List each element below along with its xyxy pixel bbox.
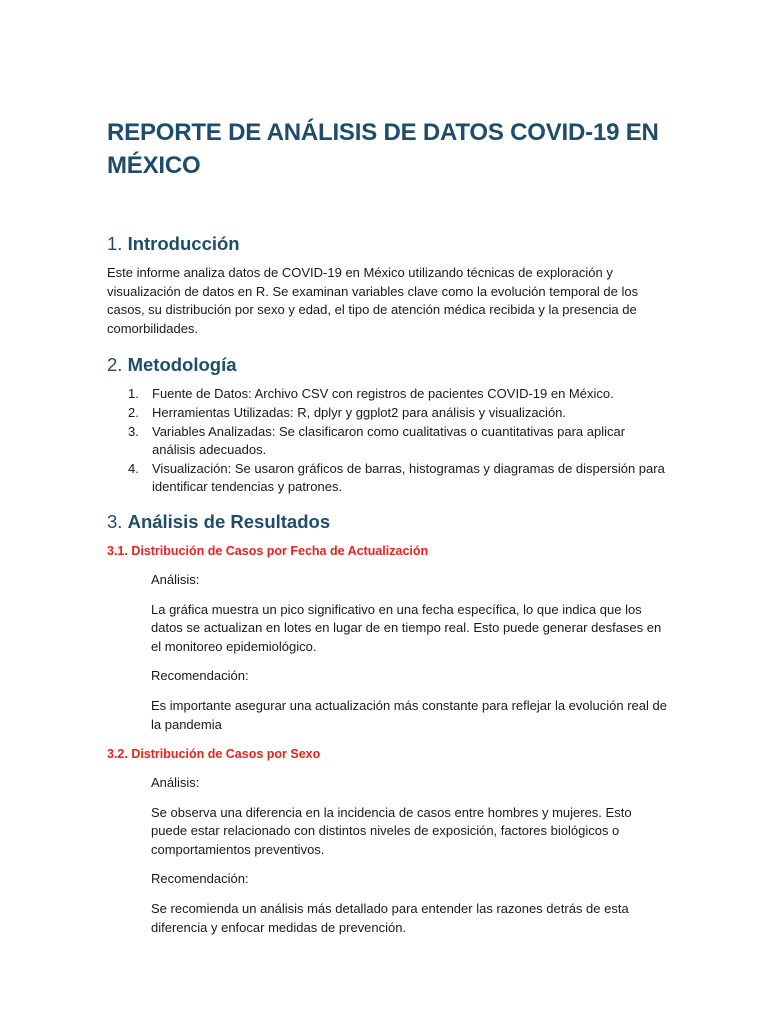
list-item-text: Herramientas Utilizadas: R, dplyr y ggplot2 para análisis y visualización. (152, 404, 567, 420)
section-title: Metodología (127, 354, 237, 376)
analysis-label: Análisis: (151, 775, 200, 791)
list-item-number: 3. (128, 423, 139, 439)
section-number: 2. (107, 354, 123, 376)
recommendation-paragraph: Se recomienda un análisis más detallado para entender las razones detrás de esta diferencia y enfocar medidas de prevención. (151, 901, 629, 935)
section-title: Análisis de Resultados (127, 510, 331, 532)
section-heading-analisis (107, 510, 667, 534)
analysis-paragraph: La gráfica muestra un pico significativo en una fecha específica, lo que indica que los datos se actualizan en lotes en lugar de en tiempo real. Esto puede generar desfases en el monitoreo epidemiológico. (151, 601, 662, 654)
document-title: REPORTE DE ANÁLISIS DE DATOS COVID-19 EN MÉXICO (107, 119, 659, 179)
section-number: 3. (107, 510, 123, 532)
list-item-number: 2. (128, 404, 139, 420)
list-item-number: 4. (128, 460, 139, 476)
analysis-paragraph: Se observa una diferencia en la incidencia de casos entre hombres y mujeres. Esto puede estar relacionado con distintos niveles de exposición, factores biológicos o comportamientos preventivos. (151, 804, 632, 857)
section-title: Introducción (127, 233, 240, 254)
list-item (128, 423, 667, 460)
methodology-list (128, 385, 667, 497)
subsection-heading: 3.1. Distribución de Casos por Fecha de Actualización (107, 543, 429, 558)
list-item-text: Visualización: Se usaron gráficos de barras, histogramas y diagramas de dispersión para identificar tendencias y patrones. (152, 460, 665, 495)
list-item (128, 385, 667, 404)
subsection-sexo (107, 745, 667, 937)
list-item-number: 1. (128, 386, 139, 402)
list-item (128, 460, 667, 497)
subsection-fecha-actualizacion (107, 542, 667, 734)
list-item (128, 404, 667, 423)
section-heading-metodologia (107, 353, 667, 377)
subsection-heading: 3.2. Distribución de Casos por Sexo (107, 747, 321, 762)
recommendation-label: Recomendación: (151, 668, 249, 684)
analysis-label: Análisis: (151, 571, 200, 587)
intro-paragraph: Este informe analiza datos de COVID-19 en México utilizando técnicas de exploración y visualización de datos en R. Se examinan variables clave como la evolución temporal de los casos, su distribución por sexo y edad, el tipo de atención médica recibida y la presencia de comorbilidades. (107, 265, 639, 336)
section-number: 1. (107, 233, 123, 254)
recommendation-paragraph: Es importante asegurar una actualización más constante para reflejar la evolución real de la pandemia (151, 697, 667, 732)
list-item-text: Variables Analizadas: Se clasificaron como cualitativas o cuantitativas para aplicar análisis adecuados. (152, 423, 626, 458)
recommendation-label: Recomendación: (151, 871, 249, 887)
document-page (107, 116, 667, 937)
section-heading-introduccion (107, 232, 667, 256)
list-item-text: Fuente de Datos: Archivo CSV con registros de pacientes COVID-19 en México. (152, 386, 614, 402)
